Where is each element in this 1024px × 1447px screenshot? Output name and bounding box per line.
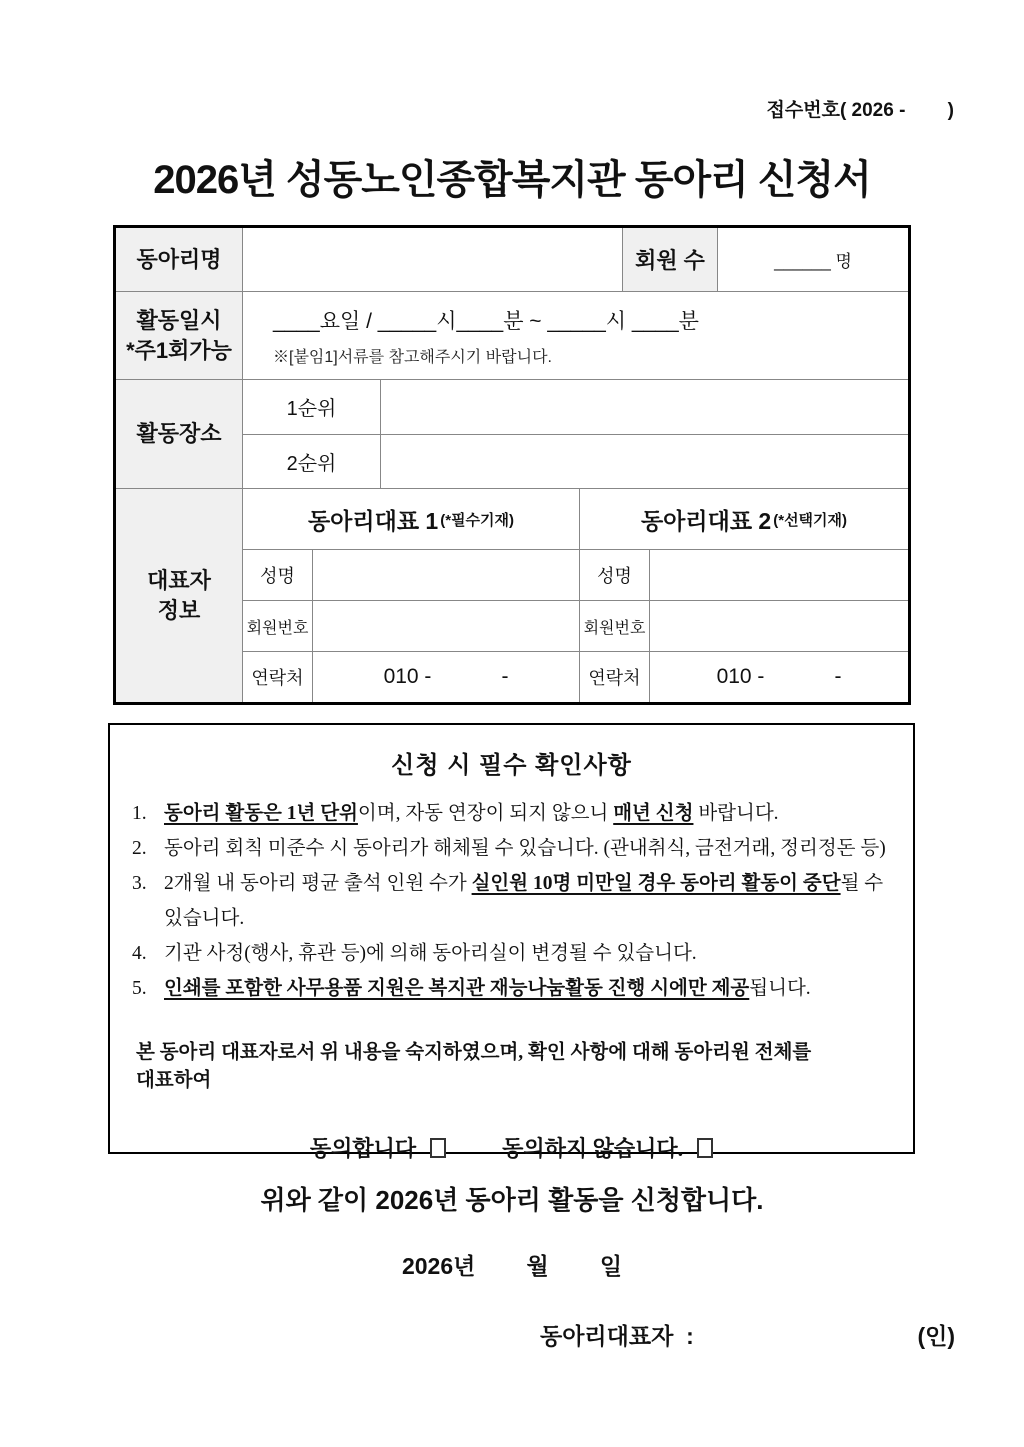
notice-item (132, 831, 891, 866)
rep2-memberno-input-cell[interactable] (650, 601, 908, 651)
notice-list (132, 796, 891, 1006)
place-rank2-row (243, 435, 908, 489)
notice-item-text: 동아리 활동은 1년 단위이며, 자동 연장이 되지 않으니 매년 신청 바랍니다. (164, 803, 779, 824)
notice-item-number: 3. (132, 873, 147, 894)
place-rank1-label: 1순위 (243, 380, 381, 434)
closing-statement: 위와 같이 2026년 동아리 활동을 신청합니다. (260, 1185, 764, 1215)
disagree-label: 동의하지 않습니다. (502, 1136, 684, 1161)
rep2-name-input-cell[interactable] (650, 550, 908, 600)
disagree-option (502, 1132, 713, 1163)
place-rank1-input-cell[interactable] (381, 380, 908, 434)
notice-item (132, 866, 891, 936)
page-title: 2026년 성동노인종합복지관 동아리 신청서 (153, 158, 871, 202)
notice-item-number: 4. (132, 943, 147, 964)
notice-item-text: 2개월 내 동아리 평균 출석 인원 수가 실인원 10명 미만일 경우 동아리 활동이 중단될 수 있습니다. (164, 873, 884, 929)
notice-item-text: 인쇄를 포함한 사무용품 지원은 복지관 재능나눔활동 진행 시에만 제공됩니다. (164, 978, 811, 999)
date-line: 2026년 월 일 (401, 1253, 623, 1279)
rep1-name-label: 성명 (243, 550, 313, 600)
notice-box (108, 723, 915, 1161)
rep-header-row (243, 489, 908, 550)
rep2-name-label: 성명 (580, 550, 650, 600)
rep1-header-note: (*필수기재) (440, 511, 515, 529)
schedule-note: ※[붙임1]서류를 참고해주시기 바랍니다. (273, 348, 552, 366)
rep-info-label-line1: 대표자 (147, 567, 211, 593)
agree-option (310, 1132, 446, 1163)
schedule-label (116, 292, 243, 379)
notice-item-number: 5. (132, 978, 147, 999)
row-representatives (116, 489, 908, 702)
notice-item-number: 2. (132, 838, 147, 859)
rep2-header (580, 489, 908, 549)
application-table (113, 225, 911, 705)
consent-statement: 본 동아리 대표자로서 위 내용을 숙지하였으며, 확인 사항에 대해 동아리원 전체를 대표하여 (136, 1042, 812, 1091)
notice-item (132, 971, 891, 1006)
rep2-phone-input-cell[interactable]: 010 - - (716, 665, 842, 688)
rep1-header-title: 동아리대표 1 (307, 507, 439, 534)
place-rank2-input-cell[interactable] (381, 435, 908, 489)
notice-item-text: 동아리 회칙 미준수 시 동아리가 해체될 수 있습니다. (관내취식, 금전거래, 정리정돈 등) (164, 838, 886, 859)
rep1-memberno-input-cell[interactable] (313, 601, 580, 651)
schedule-label-line1: 활동일시 (136, 307, 222, 333)
rep2-memberno-label: 회원번호 (580, 601, 650, 651)
rep1-memberno-label: 회원번호 (243, 601, 313, 651)
row-schedule (116, 292, 908, 380)
club-name-input-cell[interactable] (243, 228, 623, 291)
row-place (116, 380, 908, 489)
schedule-blanks[interactable]: ____요일 / _____시____분 ~ _____시 ____분 (273, 309, 699, 333)
notice-item-text: 기관 사정(행사, 휴관 등)에 의해 동아리실이 변경될 수 있습니다. (164, 943, 697, 964)
seal-label: (인) (917, 1323, 955, 1349)
rep-info-label (116, 489, 243, 702)
place-rank2-label: 2순위 (243, 435, 381, 489)
place-label: 활동장소 (116, 380, 243, 488)
consent-options (132, 1132, 891, 1163)
rep2-header-title: 동아리대표 2 (640, 507, 772, 534)
member-count-input-cell[interactable]: ______ 명 (774, 252, 852, 271)
place-rank1-row (243, 380, 908, 435)
rep1-header (243, 489, 580, 549)
agree-label: 동의합니다 (309, 1136, 417, 1161)
agree-checkbox[interactable] (430, 1138, 446, 1158)
rep-contact-row (243, 652, 908, 702)
notice-item (132, 796, 891, 831)
rep-info-label-line2: 정보 (157, 597, 201, 623)
schedule-input-cell[interactable] (243, 292, 908, 379)
row-club-name (116, 228, 908, 292)
schedule-label-line2: *주1회가능 (126, 337, 232, 363)
rep1-contact-label: 연락처 (243, 652, 313, 702)
notice-item-number: 1. (132, 803, 147, 824)
rep-name-row (243, 550, 908, 601)
notice-heading: 신청 시 필수 확인사항 (391, 752, 632, 779)
receipt-number: 접수번호( 2026 - ) (766, 100, 954, 121)
rep2-contact-label: 연락처 (580, 652, 650, 702)
rep1-name-input-cell[interactable] (313, 550, 580, 600)
disagree-checkbox[interactable] (697, 1138, 713, 1158)
notice-item (132, 936, 891, 971)
rep2-header-note: (*선택기재) (773, 511, 848, 529)
rep1-phone-input-cell[interactable]: 010 - - (313, 652, 580, 702)
member-count-label: 회원 수 (623, 228, 718, 291)
signer-line (540, 1318, 955, 1351)
signer-label: 동아리대표자 : (540, 1323, 694, 1349)
club-name-label: 동아리명 (116, 228, 243, 291)
rep-memberno-row (243, 601, 908, 652)
